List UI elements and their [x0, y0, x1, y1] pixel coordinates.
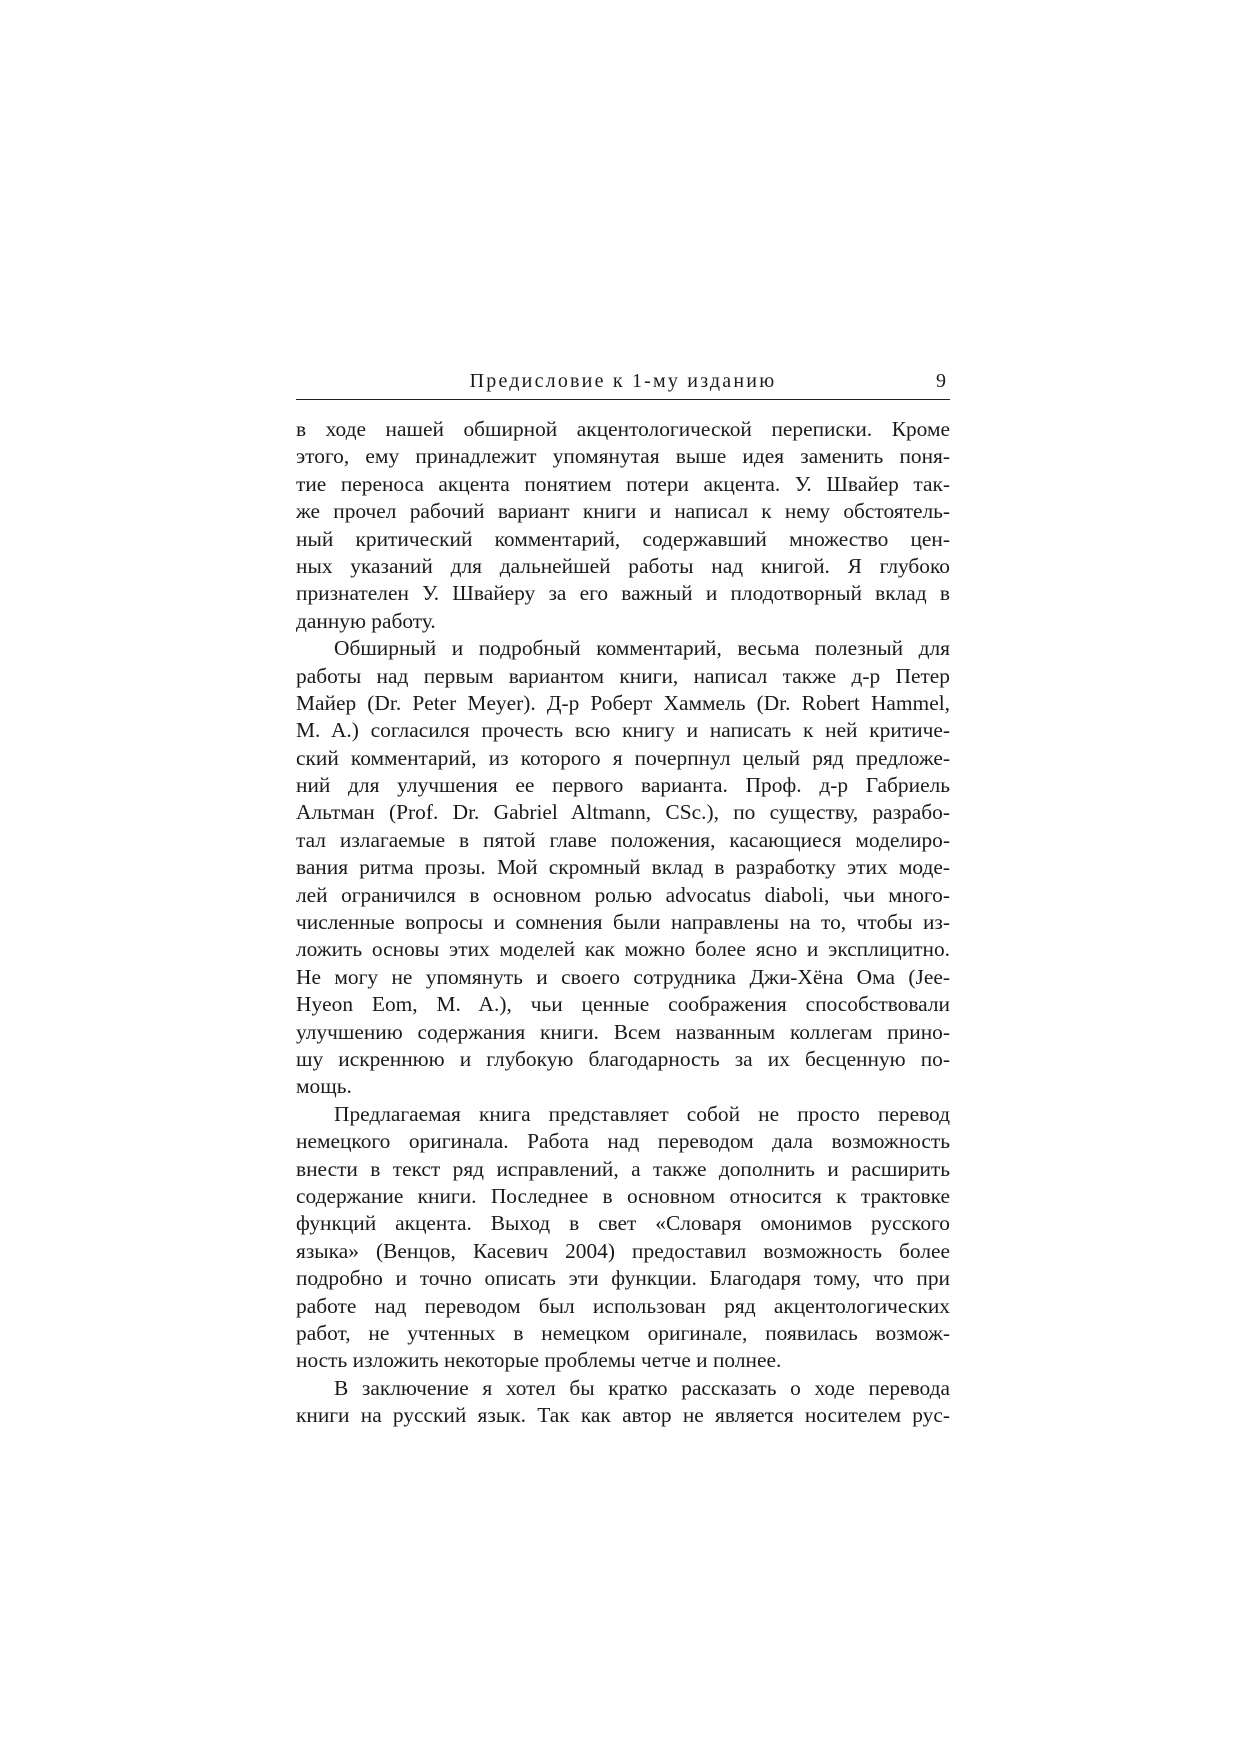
text-line: функций акцента. Выход в свет «Словаря омонимов русского [296, 1211, 950, 1236]
text-line: Альтман (Prof. Dr. Gabriel Altmann, CSc.), по существу, разрабо- [296, 800, 950, 825]
text-line: ложить основы этих моделей как можно более ясно и эксплицитно. [296, 937, 950, 962]
text-line: ский комментарий, из которого я почерпнул целый ряд предложе- [296, 745, 950, 770]
text-line: Обширный и подробный комментарий, весьма полезный для [334, 636, 950, 661]
text-line: M. A.) согласился прочесть всю книгу и написать к ней критиче- [296, 718, 950, 743]
text-line: же прочел рабочий вариант книги и написал к нему обстоятель- [296, 499, 950, 524]
text-line: содержание книги. Последнее в основном относится к трактовке [296, 1183, 950, 1208]
text-line: книги на русский язык. Так как автор не является носителем рус- [296, 1403, 950, 1428]
paragraph [296, 635, 950, 1101]
text-line: этого, ему принадлежит упомянутая выше идея заменить поня- [296, 444, 950, 469]
running-title: Предисловие к 1-му изданию [469, 370, 777, 392]
body-text [296, 416, 950, 1429]
text-line: мощь. [296, 1074, 352, 1099]
text-line: данную работу. [296, 608, 436, 633]
text-line: тие переноса акцента понятием потери акцента. У. Швайер так- [296, 471, 950, 496]
text-line: работе над переводом был использован ряд акцентологических [296, 1293, 950, 1318]
paragraph [296, 1375, 950, 1430]
text-line: В заключение я хотел бы кратко рассказать о ходе перевода [334, 1375, 950, 1400]
text-line: Майер (Dr. Peter Meyer). Д-р Роберт Хаммель (Dr. Robert Hammel, [296, 690, 950, 715]
text-line: работ, не учтенных в немецком оригинале, появилась возмож- [296, 1320, 950, 1345]
text-line: ность изложить некоторые проблемы четче и полнее. [296, 1348, 782, 1373]
text-line: подробно и точно описать эти функции. Благодаря тому, что при [296, 1266, 950, 1291]
text-line: ний для улучшения ее первого варианта. Проф. д-р Габриель [296, 773, 950, 798]
text-line: вания ритма прозы. Мой скромный вклад в разработку этих моде- [296, 855, 950, 880]
text-line: ный критический комментарий, содержавший множество цен- [296, 526, 950, 551]
running-header [296, 369, 950, 400]
text-line: численные вопросы и сомнения были направлены на то, чтобы из- [296, 910, 950, 935]
text-line: в ходе нашей обширной акцентологической переписки. Кроме [296, 417, 950, 441]
text-line: тал излагаемые в пятой главе положения, касающиеся моделиро- [296, 827, 950, 852]
text-line: шу искреннюю и глубокую благодарность за их бесценную по- [296, 1046, 950, 1071]
text-line: лей ограничился в основном ролью advocatus diaboli, чьи много- [296, 882, 950, 907]
page-number: 9 [936, 370, 946, 392]
paragraph [296, 1101, 950, 1375]
text-line: ных указаний для дальнейшей работы над книгой. Я глубоко [296, 553, 950, 578]
text-line: языка» (Венцов, Касевич 2004) предоставил возможность более [296, 1238, 950, 1263]
text-line: Не могу не упомянуть и своего сотрудника Джи-Хёна Ома (Jee- [296, 964, 950, 989]
text-line: Предлагаемая книга представляет собой не просто перевод [334, 1101, 950, 1126]
text-line: работы над первым вариантом книги, написал также д-р Петер [296, 663, 950, 688]
text-line: немецкого оригинала. Работа над переводом дала возможность [296, 1129, 950, 1154]
paragraph [296, 416, 950, 635]
text-line: улучшению содержания книги. Всем названным коллегам прино- [296, 1019, 950, 1044]
text-line: внести в текст ряд исправлений, а также дополнить и расширить [296, 1156, 950, 1181]
text-line: признателен У. Швайеру за его важный и плодотворный вклад в [296, 581, 950, 606]
text-line: Hyeon Eom, M. A.), чьи ценные соображения способствовали [296, 992, 950, 1017]
